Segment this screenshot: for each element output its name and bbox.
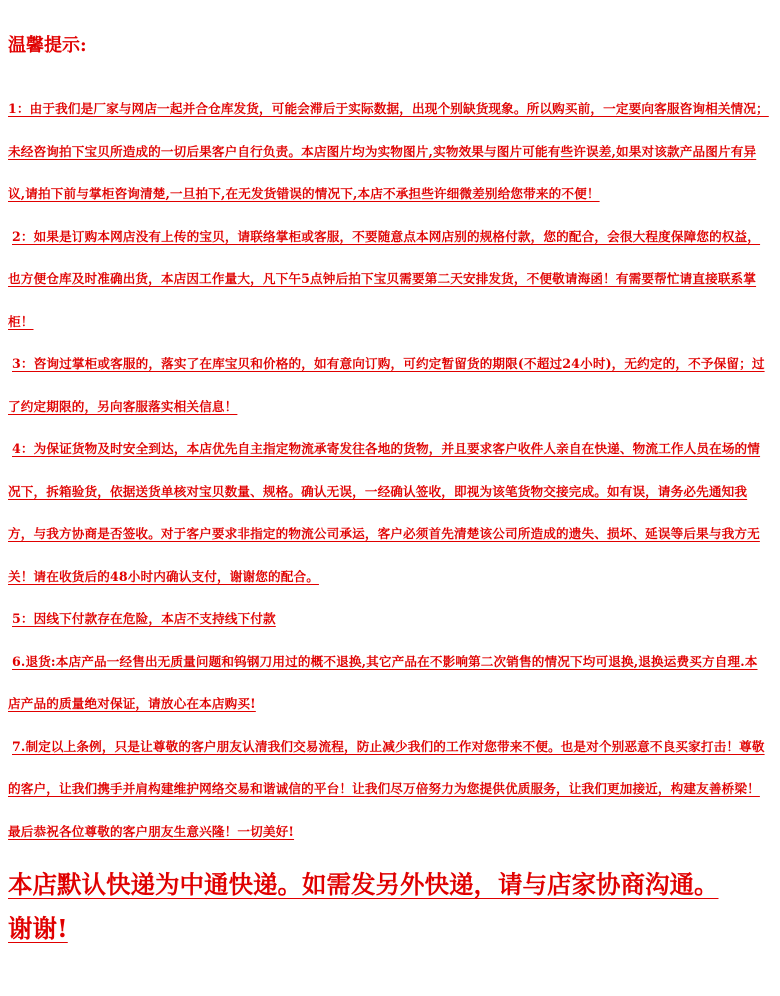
notice-item-7: 7.制定以上条例，只是让尊敬的客户朋友认清我们交易流程，防止减少我们的工作对您带来不便。也是对个别恶意不良买家打击！尊敬的客户，让我们携手并肩构建维护网络交易和谐诚信的平台！让我们尽万倍努力为您提供优质服务，让我们更加接近，构建友善桥梁！最后恭祝各位尊敬的客户朋友生意兴隆！一切美好! [8,738,765,839]
notice-item-3: 3：咨询过掌柜或客服的，落实了在库宝贝和价格的，如有意向订购，可约定暂留货的期限(不超过24小时)，无约定的，不予保留；过了约定期限的，另向客服落实相关信息！ [8,356,765,414]
notice-item-1: 1：由于我们是厂家与网店一起并合仓库发货，可能会滞后于实际数据，出现个别缺货现象。所以购买前，一定要向客服咨询相关情况；未经咨询拍下宝贝所造成的一切后果客户自行负责。本店图片均为实物图片,实物效果与图片可能有些许误差,如果对该款产品图片有异议,请拍下前与掌柜咨询清楚,一旦拍下,在无发货错误的情况下,本店不承担些许细微差别给您带来的不便！ [8,101,769,201]
notice-item-2: 2：如果是订购本网店没有上传的宝贝，请联络掌柜或客服，不要随意点本网店别的规格付款，您的配合，会很大程度保障您的权益，也方便仓库及时准确出货，本店因工作量大，凡下午5点钟后拍下宝贝需要第二天安排发货，不便敬请海函！有需要帮忙请直接联系掌柜！ [8,228,761,329]
notice-list [8,88,770,853]
shipping-footer-note: 本店默认快递为中通快递。如需发另外快递，请与店家协商沟通。谢谢! [8,870,719,943]
notice-item-6: 6.退货:本店产品一经售出无质量问题和钨钢刀用过的概不退换,其它产品在不影响第二次销售的情况下均可退换,退换运费买方自理.本店产品的质量绝对保证，请放心在本店购买! [8,653,758,711]
page-title: 温馨提示: [8,35,87,56]
notice-item-4: 4：为保证货物及时安全到达，本店优先自主指定物流承寄发往各地的货物，并且要求客户收件人亲自在快递、物流工作人员在场的情况下，拆箱验货，依据送货单核对宝贝数量、规格。确认无误，一经确认签收，即视为该笔货物交接完成。如有误，请务必先通知我方，与我方协商是否签收。对于客户要求非指定的物流公司承运，客户必须首先清楚该公司所造成的遗失、损坏、延误等后果与我方无关！请在收货后的48小时内确认支付，谢谢您的配合。 [8,441,761,584]
notice-item-5: 5：因线下付款存在危险，本店不支持线下付款 [12,611,276,626]
